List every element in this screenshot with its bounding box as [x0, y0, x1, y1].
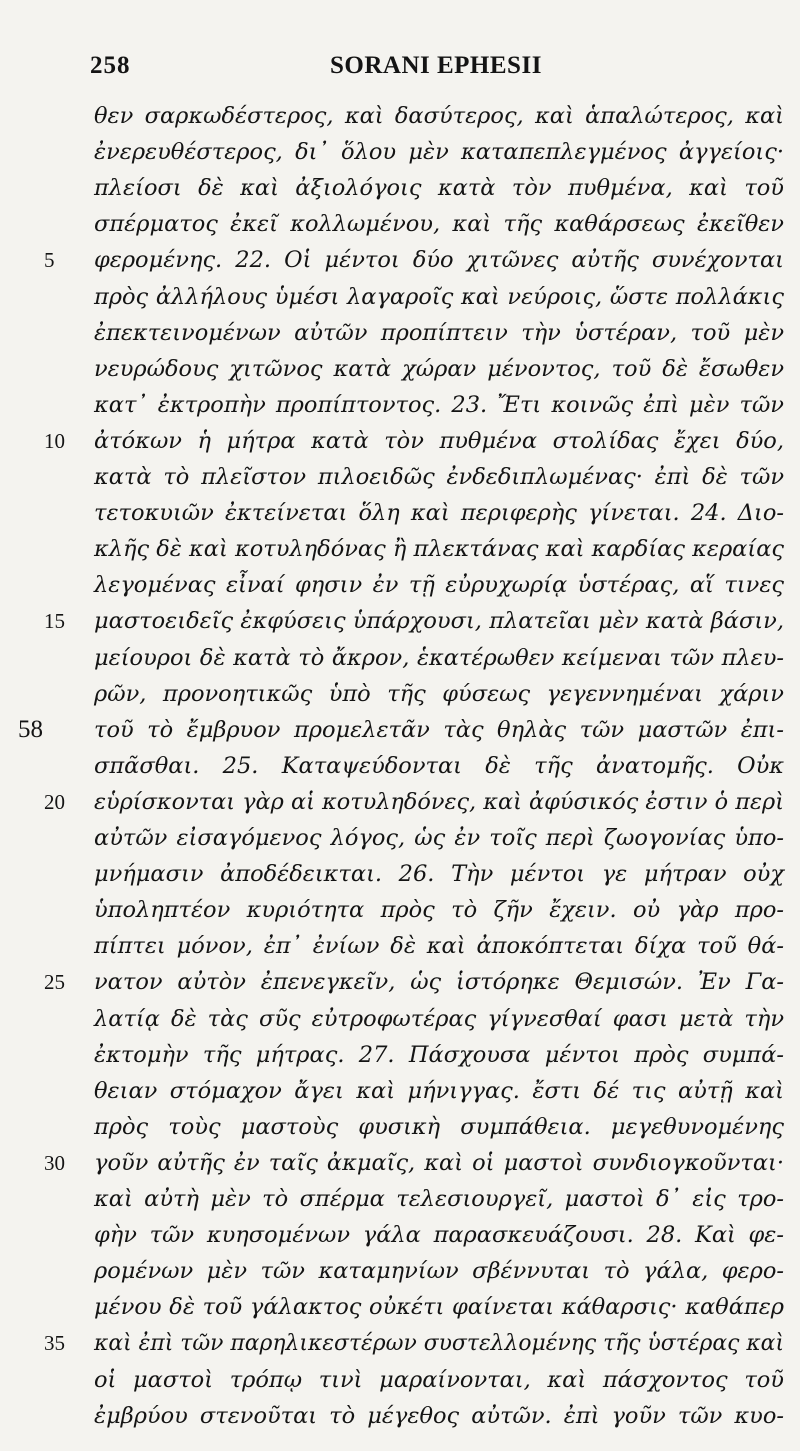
text-line: σπᾶσθαι. 25. Καταψεύδονται δὲ τῆς ἀνατομῆς. Οὐκ	[94, 752, 784, 779]
text-line: μείουροι δὲ κατὰ τὸ ἄκρον, ἑκατέρωθεν κείμεναι τῶν πλευ-	[94, 644, 784, 671]
text-line: ρῶν, προνοητικῶς ὑπὸ τῆς φύσεως γεγεννημέναι χάριν	[94, 680, 784, 707]
text-line: σπέρματος ἐκεῖ κολλωμένου, καὶ τῆς καθάρσεως ἐκεῖθεν	[94, 211, 784, 238]
running-title: SORANI EPHESII	[330, 52, 542, 79]
text-line: ρομένων μὲν τῶν καταμηνίων σβέννυται τὸ γάλα, φερο-	[94, 1258, 784, 1285]
text-line: μένου δὲ τοῦ γάλακτος οὐκέτι φαίνεται κάθαρσις· καθάπερ	[94, 1294, 784, 1321]
text-line: πλείοσι δὲ καὶ ἀξιολόγοις κατὰ τὸν πυθμένα, καὶ τοῦ	[94, 175, 784, 202]
text-line: πρὸς ἀλλήλους ὑμέσι λαγαροῖς καὶ νεύροις, ὥστε πολλάκις	[94, 283, 784, 310]
running-header	[90, 52, 790, 92]
text-line: θεν σαρκωδέστερος, καὶ δασύτερος, καὶ ἁπαλώτερος, καὶ	[94, 103, 784, 129]
text-line: λατίᾳ δὲ τὰς σῦς εὐτροφωτέρας γίγνεσθαί φασι μετὰ τὴν	[94, 1005, 784, 1032]
text-line: νατον αὐτὸν ἐπενεγκεῖν, ὡς ἱστόρηκε Θεμισών. Ἐν Γα-	[94, 969, 784, 996]
line-number: 10	[44, 428, 65, 453]
text-line: φερομένης. 22. Οἱ μέντοι δύο χιτῶνες αὐτῆς συνέχονται	[94, 247, 784, 274]
text-line: ἀτόκων ἡ μήτρα κατὰ τὸν πυθμένα στολίδας ἔχει δύο,	[94, 427, 784, 454]
text-line: τοῦ τὸ ἔμβρυον προμελετᾶν τὰς θηλὰς τῶν μαστῶν ἐπι-	[94, 716, 784, 743]
text-line: ἐμβρύου στενοῦται τὸ μέγεθος αὐτῶν. ἐπὶ γοῦν τῶν κυο-	[94, 1402, 784, 1429]
text-line: πίπτει μόνον, ἐπ᾽ ἐνίων δὲ καὶ ἀποκόπτεται δίχα τοῦ θά-	[94, 933, 784, 960]
text-line: ἐπεκτεινομένων αὐτῶν προπίπτειν τὴν ὑστέραν, τοῦ μὲν	[94, 319, 784, 346]
line-number: 20	[44, 789, 65, 814]
line-number: 25	[44, 970, 65, 995]
text-line: ἐνερευθέστερος, δι᾽ ὅλου μὲν καταπεπλεγμένος ἀγγείοις·	[94, 139, 784, 166]
text-line: μαστοειδεῖς ἐκφύσεις ὑπάρχουσι, πλατεῖαι μὲν κατὰ βάσιν,	[94, 608, 784, 635]
margin-reference-number: 58	[18, 715, 43, 743]
text-line: κατ᾽ ἐκτροπὴν προπίπτοντος. 23. Ἔτι κοινῶς ἐπὶ μὲν τῶν	[94, 391, 784, 418]
text-line: κατὰ τὸ πλεῖστον πιλοειδῶς ἐνδεδιπλωμένας· ἐπὶ δὲ τῶν	[94, 464, 784, 490]
text-line: λεγομένας εἶναί φησιν ἐν τῇ εὐρυχωρίᾳ ὑστέρας, αἵ τινες	[94, 572, 784, 599]
text-line: οἱ μαστοὶ τρόπῳ τινὶ μαραίνονται, καὶ πάσχοντος τοῦ	[94, 1366, 784, 1393]
text-line: ἐκτομὴν τῆς μήτρας. 27. Πάσχουσα μέντοι πρὸς συμπά-	[94, 1041, 784, 1068]
text-line: ὑποληπτέον κυριότητα πρὸς τὸ ζῆν ἔχειν. οὐ γὰρ προ-	[94, 897, 784, 924]
text-line: πρὸς τοὺς μαστοὺς φυσικὴ συμπάθεια. μεγεθυνομένης	[94, 1113, 784, 1140]
text-line: κλῆς δὲ καὶ κοτυληδόνας ἢ πλεκτάνας καὶ καρδίας κεραίας	[94, 536, 784, 563]
line-number: 35	[44, 1331, 65, 1356]
text-line: νευρώδους χιτῶνος κατὰ χώραν μένοντος, τοῦ δὲ ἔσωθεν	[94, 355, 784, 382]
line-number: 30	[44, 1150, 65, 1175]
page-number: 258	[90, 52, 131, 79]
text-line: εὑρίσκονται γὰρ αἱ κοτυληδόνες, καὶ ἀφύσικός ἐστιν ὁ περὶ	[94, 788, 785, 815]
text-line: θειαν στόμαχον ἄγει καὶ μήνιγγας. ἔστι δέ τις αὐτῇ καὶ	[94, 1077, 784, 1104]
text-line: τετοκυιῶν ἐκτείνεται ὅλη καὶ περιφερὴς γίνεται. 24. Διο-	[94, 500, 784, 527]
line-number: 15	[44, 609, 65, 634]
line-number: 5	[44, 248, 55, 273]
text-line: φὴν τῶν κυησομένων γάλα παρασκευάζουσι. 28. Καὶ φε-	[94, 1222, 784, 1249]
text-line: καὶ ἐπὶ τῶν παρηλικεστέρων συστελλομένης τῆς ὑστέρας καὶ	[94, 1330, 785, 1357]
text-line: καὶ αὐτὴ μὲν τὸ σπέρμα τελεσιουργεῖ, μαστοὶ δ᾽ εἰς τρο-	[94, 1186, 784, 1212]
text-line: μνήμασιν ἀποδέδεικται. 26. Τὴν μέντοι γε μήτραν οὐχ	[94, 861, 784, 888]
text-line: γοῦν αὐτῆς ἐν ταῖς ἀκμαῖς, καὶ οἱ μαστοὶ συνδιογκοῦνται·	[94, 1149, 784, 1176]
text-line: αὐτῶν εἰσαγόμενος λόγος, ὡς ἐν τοῖς περὶ ζωογονίας ὑπο-	[94, 825, 784, 851]
